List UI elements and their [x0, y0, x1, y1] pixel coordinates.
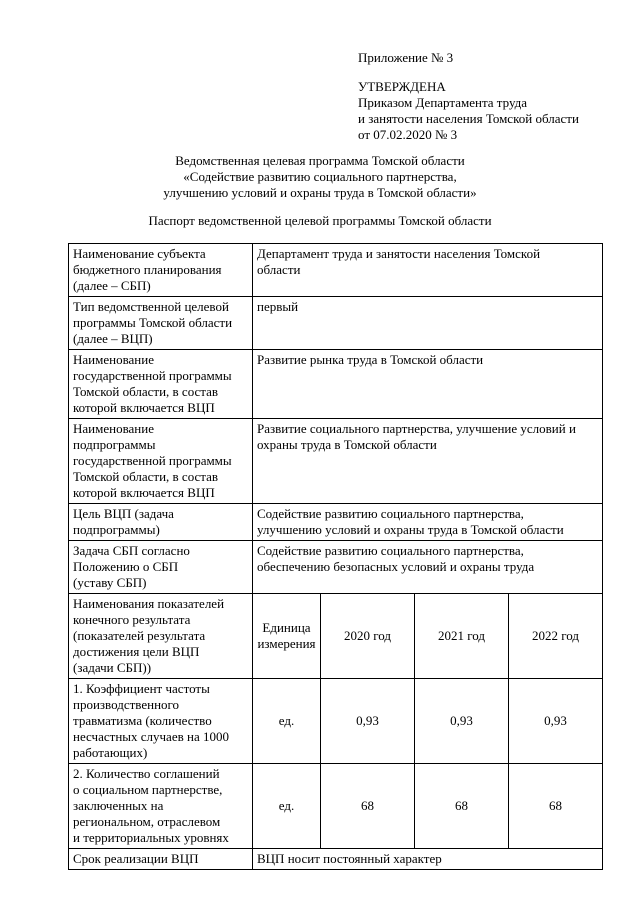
- indicator-value-2022: 68: [509, 764, 603, 849]
- approved-label: УТВЕРЖДЕНА: [358, 79, 446, 94]
- subject-value: Департамент труда и занятости населения Томской области: [253, 244, 603, 297]
- term-value: ВЦП носит постоянный характер: [253, 849, 603, 870]
- task-value: Содействие развитию социального партнерства, обеспечению безопасных условий и охраны труда: [253, 541, 603, 594]
- term-label: Срок реализации ВЦП: [69, 849, 253, 870]
- passport-table: [68, 243, 603, 870]
- indicator-name: 2. Количество соглашений о социальном партнерстве, заключенных на региональном, отраслевом и территориальных уровнях: [69, 764, 253, 849]
- row-state-program: [69, 350, 603, 419]
- program-title-line-2: «Содействие развитию социального партнерства,: [183, 169, 457, 184]
- indicator-unit: ед.: [253, 764, 321, 849]
- row-goal: [69, 504, 603, 541]
- row-subprogram: [69, 419, 603, 504]
- order-line-2: и занятости населения Томской области: [358, 111, 579, 126]
- type-label: Тип ведомственной целевой программы Томской области (далее – ВЦП): [69, 297, 253, 350]
- state-program-label: Наименование государственной программы Томской области, в состав которой включается ВЦП: [69, 350, 253, 419]
- indicator-row: [69, 679, 603, 764]
- order-line-1: Приказом Департамента труда: [358, 95, 528, 110]
- subprogram-value: Развитие социального партнерства, улучшение условий и охраны труда в Томской области: [253, 419, 603, 504]
- indicator-name: 1. Коэффициент частоты производственного травматизма (количество несчастных случаев на 1000 работающих): [69, 679, 253, 764]
- goal-label: Цель ВЦП (задача подпрограммы): [69, 504, 253, 541]
- row-task: [69, 541, 603, 594]
- indicator-unit: ед.: [253, 679, 321, 764]
- program-title-line-3: улучшению условий и охраны труда в Томской области»: [163, 185, 477, 200]
- task-label: Задача СБП согласно Положению о СБП (уставу СБП): [69, 541, 253, 594]
- row-term: [69, 849, 603, 870]
- row-indicators-header: [69, 594, 603, 679]
- program-title-line-1: Ведомственная целевая программа Томской области: [175, 153, 465, 168]
- year-2021-header: 2021 год: [415, 594, 509, 679]
- indicator-row: [69, 764, 603, 849]
- year-2022-header: 2022 год: [509, 594, 603, 679]
- indicator-value-2021: 68: [415, 764, 509, 849]
- subject-label: Наименование субъекта бюджетного планирования (далее – СБП): [69, 244, 253, 297]
- subprogram-label: Наименование подпрограммы государственной программы Томской области, в состав которой включается ВЦП: [69, 419, 253, 504]
- goal-value: Содействие развитию социального партнерства, улучшению условий и охраны труда в Томской области: [253, 504, 603, 541]
- row-type: [69, 297, 603, 350]
- year-2020-header: 2020 год: [321, 594, 415, 679]
- indicators-header-label: Наименования показателей конечного результата (показателей результата достижения цели ВЦП (задачи СБП)): [69, 594, 253, 679]
- unit-header: Единица измерения: [253, 594, 321, 679]
- state-program-value: Развитие рынка труда в Томской области: [253, 350, 603, 419]
- indicator-value-2020: 0,93: [321, 679, 415, 764]
- row-subject: [69, 244, 603, 297]
- passport-title: Паспорт ведомственной целевой программы Томской области: [148, 213, 492, 228]
- order-line-3: от 07.02.2020 № 3: [358, 127, 458, 142]
- appendix-number: Приложение № 3: [358, 50, 454, 65]
- indicator-value-2020: 68: [321, 764, 415, 849]
- approval-block: [358, 50, 628, 143]
- indicator-value-2022: 0,93: [509, 679, 603, 764]
- program-title: [60, 153, 580, 201]
- type-value: первый: [253, 297, 603, 350]
- indicator-value-2021: 0,93: [415, 679, 509, 764]
